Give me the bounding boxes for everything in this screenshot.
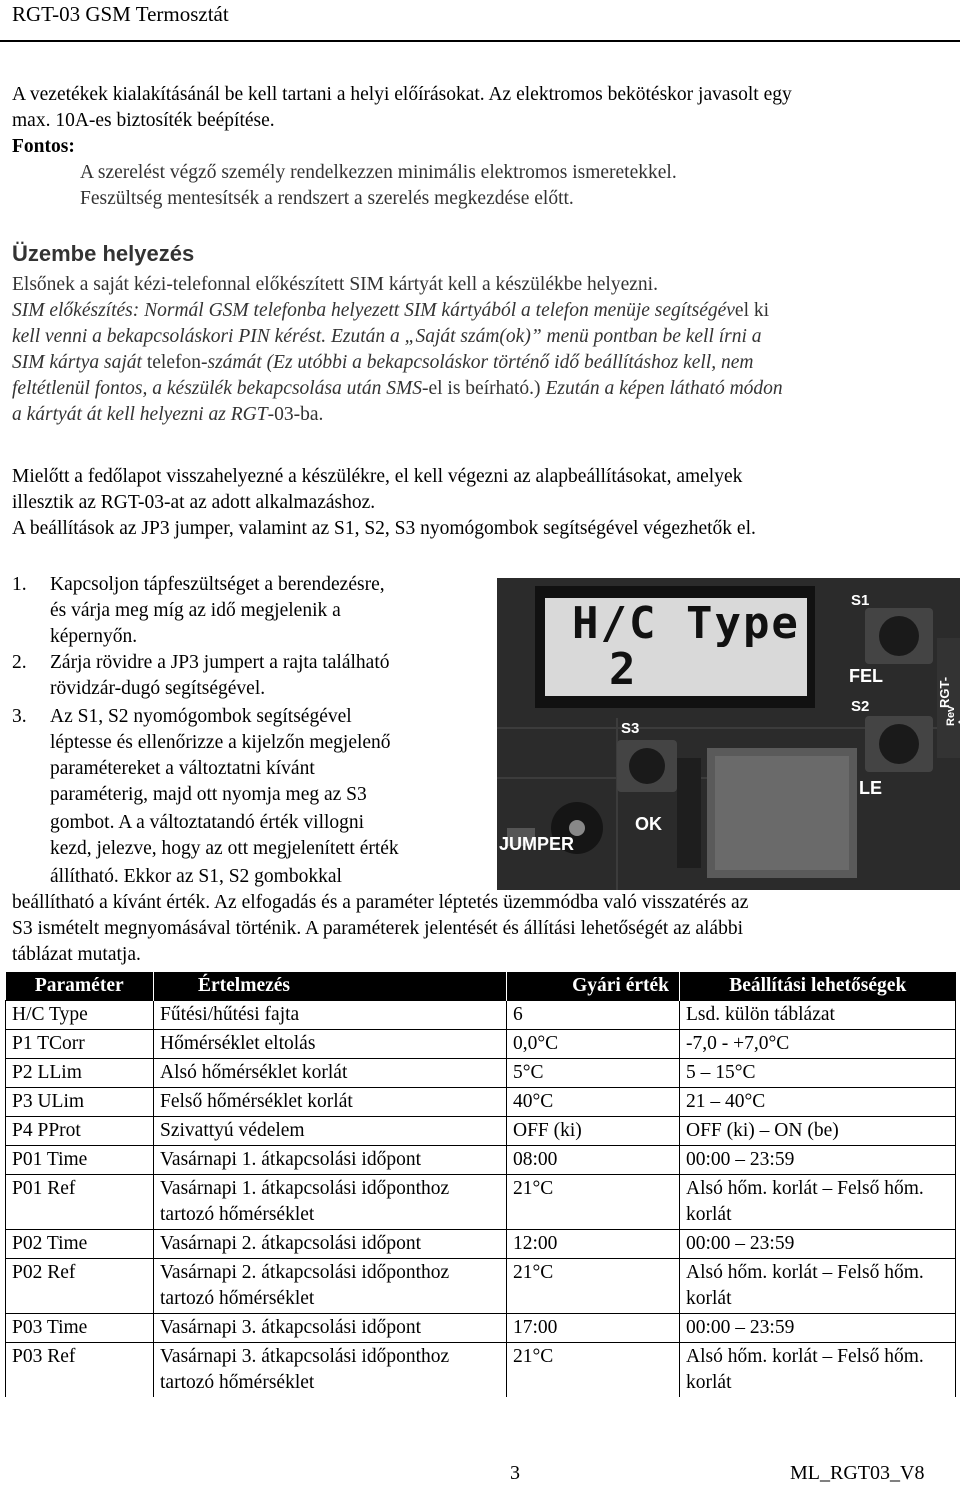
table-cell: Alsó hőm. korlát – Felső hőm. korlát bbox=[680, 1175, 956, 1230]
table-cell: 17:00 bbox=[507, 1314, 680, 1343]
fontos-item-2: Feszültség mentesítsék a rendszert a szerelés megkezdése előtt. bbox=[80, 188, 574, 209]
sim-line-4-a: feltétlenül fontos, a készülék bekapcsolása után SMS bbox=[12, 378, 422, 399]
table-cell: 6 bbox=[507, 1001, 680, 1030]
table-row bbox=[6, 1175, 956, 1230]
document-header-title: RGT-03 GSM Termosztát bbox=[12, 2, 229, 26]
table-row bbox=[6, 1259, 956, 1314]
device-photo bbox=[497, 578, 969, 890]
parameter-table bbox=[5, 972, 956, 1397]
table-cell: Alsó hőm. korlát – Felső hőm. korlát bbox=[680, 1343, 956, 1398]
table-cell: 21°C bbox=[507, 1343, 680, 1398]
s1-button-cap bbox=[879, 616, 919, 656]
table-cell: 00:00 – 23:59 bbox=[680, 1314, 956, 1343]
jumper-label: JUMPER bbox=[499, 834, 575, 854]
table-cell: P03 Time bbox=[6, 1314, 154, 1343]
table-cell: 5 – 15°C bbox=[680, 1059, 956, 1088]
table-cell: P03 Ref bbox=[6, 1343, 154, 1398]
s2-button-cap bbox=[879, 724, 919, 764]
table-cell: P3 ULim bbox=[6, 1088, 154, 1117]
sim-line-2-italic: kell venni a bekapcsoláskori PIN kérést. bbox=[12, 326, 327, 347]
sim-line-1 bbox=[12, 298, 769, 324]
table-row bbox=[6, 1117, 956, 1146]
fontos-item-1: A szerelést végző személy rendelkezzen minimális elektromos ismeretekkel. bbox=[80, 162, 677, 183]
table-row bbox=[6, 1030, 956, 1059]
table-cell: OFF (ki) – ON (be) bbox=[680, 1117, 956, 1146]
table-cell: 08:00 bbox=[507, 1146, 680, 1175]
continuation-line-1: beállítható a kívánt érték. Az elfogadás és a paraméter léptetés üzemmódba való visszatérés az bbox=[12, 892, 749, 913]
sim-line-2 bbox=[12, 324, 762, 350]
intro-line-1: A vezetékek kialakításánál be kell tartani a helyi előírásokat. Az elektromos bekötéskor javasolt egy bbox=[12, 84, 792, 105]
table-cell: OFF (ki) bbox=[507, 1117, 680, 1146]
table-row bbox=[6, 1314, 956, 1343]
table-cell: 21 – 40°C bbox=[680, 1088, 956, 1117]
step-3-line-6: kezd, jelezve, hogy az ott megjelenített érték bbox=[50, 838, 399, 859]
sim-line-3-d: (Ez utóbbi a bekapcsoláskor történő idő beállításhoz kell, nem bbox=[261, 352, 754, 373]
fontos-label: Fontos: bbox=[12, 136, 75, 157]
section-title: Üzembe helyezés bbox=[12, 241, 195, 266]
table-cell: Vasárnapi 3. átkapcsolási időpont bbox=[154, 1314, 507, 1343]
sim-line-3-b: telefon- bbox=[141, 352, 208, 373]
step-3-line-1: Az S1, S2 nyomógombok segítségével bbox=[50, 706, 352, 727]
table-cell: Vasárnapi 1. átkapcsolási időponthoz tartozó hőmérséklet bbox=[154, 1175, 507, 1230]
table-cell: Lsd. külön táblázat bbox=[680, 1001, 956, 1030]
sim-line-3-a: SIM kártya saját bbox=[12, 352, 142, 373]
page-number: 3 bbox=[510, 1462, 520, 1484]
step-3-line-5: gombot. A a változtatandó érték villogni bbox=[50, 812, 365, 833]
table-cell: Fűtési/hűtési fajta bbox=[154, 1001, 507, 1030]
step-1 bbox=[0, 572, 490, 598]
ok-label: OK bbox=[635, 814, 662, 834]
s3-button-cap bbox=[629, 748, 665, 784]
step-number: 2. bbox=[12, 652, 27, 673]
table-row bbox=[6, 1343, 956, 1398]
table-cell: 0,0°C bbox=[507, 1030, 680, 1059]
table-cell: H/C Type bbox=[6, 1001, 154, 1030]
table-row bbox=[6, 1001, 956, 1030]
le-label: LE bbox=[859, 778, 883, 798]
col-header-options: Beállítási lehetőségek bbox=[680, 972, 956, 1001]
table-cell: Hőmérséklet eltolás bbox=[154, 1030, 507, 1059]
document-code: ML_RGT03_V8 bbox=[790, 1462, 925, 1484]
sim-line-1-italic: SIM előkészítés: Normál GSM telefonba helyezett SIM kártyából a telefon menüje segítségév bbox=[12, 300, 735, 321]
table-cell: P1 TCorr bbox=[6, 1030, 154, 1059]
sim-line-3-c: számát bbox=[207, 352, 262, 373]
step-2-line-2: rövidzár-dugó segítségével. bbox=[50, 678, 266, 699]
table-cell: P01 Ref bbox=[6, 1175, 154, 1230]
intro-line-2: max. 10A-es biztosíték beépítése. bbox=[12, 110, 275, 131]
table-cell: P01 Time bbox=[6, 1146, 154, 1175]
step-3-line-4: paraméterig, majd ott nyomja meg az S3 bbox=[50, 784, 367, 805]
table-cell: P02 Ref bbox=[6, 1259, 154, 1314]
table-cell: P4 PProt bbox=[6, 1117, 154, 1146]
table-cell: Vasárnapi 2. átkapcsolási időponthoz tartozó hőmérséklet bbox=[154, 1259, 507, 1314]
step-3-line-2: léptesse és ellenőrizze a kijelzőn megjelenő bbox=[50, 732, 391, 753]
table-cell: 21°C bbox=[507, 1175, 680, 1230]
rgt-board-label: RGT- bbox=[937, 676, 952, 708]
table-cell: -7,0 - +7,0°C bbox=[680, 1030, 956, 1059]
table-cell: Vasárnapi 2. átkapcsolási időpont bbox=[154, 1230, 507, 1259]
header-rule bbox=[0, 40, 960, 42]
step-number: 3. bbox=[12, 706, 27, 727]
lcd-line-1: H/C Type bbox=[572, 598, 800, 649]
col-header-meaning: Értelmezés bbox=[154, 972, 507, 1001]
section-paragraph-1: Elsőnek a saját kézi-telefonnal előkészített SIM kártyát kell a készülékbe helyezni. bbox=[12, 274, 658, 295]
step-1-line-3: képernyőn. bbox=[50, 626, 138, 647]
s1-label: S1 bbox=[851, 592, 870, 609]
lcd-line-2: 2 bbox=[609, 644, 636, 695]
sim-line-5-b: -03-ba. bbox=[267, 404, 324, 425]
table-row bbox=[6, 1059, 956, 1088]
table-cell: Szivattyú védelem bbox=[154, 1117, 507, 1146]
rev-board-label: Rev A bbox=[945, 705, 969, 726]
s2-label: S2 bbox=[851, 698, 870, 715]
step-1-line-1: Kapcsoljon tápfeszültséget a berendezésre, bbox=[50, 574, 385, 595]
table-cell: P2 LLim bbox=[6, 1059, 154, 1088]
table-cell: Felső hőmérséklet korlát bbox=[154, 1088, 507, 1117]
table-header-row bbox=[6, 972, 956, 1001]
table-cell: 00:00 – 23:59 bbox=[680, 1230, 956, 1259]
sim-line-5 bbox=[12, 402, 323, 428]
table-cell: Alsó hőm. korlát – Felső hőm. korlát bbox=[680, 1259, 956, 1314]
table-row bbox=[6, 1230, 956, 1259]
col-header-default: Gyári érték bbox=[507, 972, 680, 1001]
continuation-line-3: táblázat mutatja. bbox=[12, 944, 141, 965]
table-cell: 5°C bbox=[507, 1059, 680, 1088]
sim-line-2-b: Ezután a „Saját szám(ok)” menü pontban be kell írni a bbox=[326, 326, 762, 347]
continuation-line-2: S3 ismételt megnyomásával történik. A paraméterek jelentését és állítási lehetőségét az alábbi bbox=[12, 918, 744, 939]
sim-line-4-c: Ezután a képen látható módon bbox=[545, 378, 783, 399]
chip bbox=[677, 758, 701, 868]
sim-line-1-rest: el ki bbox=[734, 300, 770, 321]
step-1-line-2: és várja meg míg az idő megjelenik a bbox=[50, 600, 341, 621]
s3-label: S3 bbox=[621, 720, 640, 737]
table-cell: 12:00 bbox=[507, 1230, 680, 1259]
settings-line-1: Mielőtt a fedőlapot visszahelyezné a készülékre, el kell végezni az alapbeállításokat, amelyek bbox=[12, 466, 743, 487]
table-cell: 40°C bbox=[507, 1088, 680, 1117]
table-cell: Vasárnapi 3. átkapcsolási időponthoz tartozó hőmérséklet bbox=[154, 1343, 507, 1398]
fel-label: FEL bbox=[849, 666, 883, 686]
step-number: 1. bbox=[12, 574, 27, 595]
sim-line-3 bbox=[12, 350, 753, 376]
col-header-parameter: Paraméter bbox=[6, 972, 154, 1001]
sim-line-4 bbox=[12, 376, 783, 402]
step-3-line-7: állítható. Ekkor az S1, S2 gombokkal bbox=[50, 866, 342, 887]
table-cell: Vasárnapi 1. átkapcsolási időpont bbox=[154, 1146, 507, 1175]
table-cell: 00:00 – 23:59 bbox=[680, 1146, 956, 1175]
table-cell: P02 Time bbox=[6, 1230, 154, 1259]
settings-line-3: A beállítások az JP3 jumper, valamint az S1, S2, S3 nyomógombok segítségével végezhetők el. bbox=[12, 518, 756, 539]
table-row bbox=[6, 1088, 956, 1117]
settings-line-2: illesztik az RGT-03-at az adott alkalmazáshoz. bbox=[12, 492, 376, 513]
step-3-line-3: paramétereket a változtatni kívánt bbox=[50, 758, 315, 779]
table-row bbox=[6, 1146, 956, 1175]
table-cell: 21°C bbox=[507, 1259, 680, 1314]
step-2-line-1: Zárja rövidre a JP3 jumpert a rajta található bbox=[50, 652, 390, 673]
table-cell: Alsó hőmérséklet korlát bbox=[154, 1059, 507, 1088]
sim-line-5-a: a kártyát át kell helyezni az RGT bbox=[12, 404, 268, 425]
sim-line-4-b: -el is beírható.) bbox=[421, 378, 546, 399]
